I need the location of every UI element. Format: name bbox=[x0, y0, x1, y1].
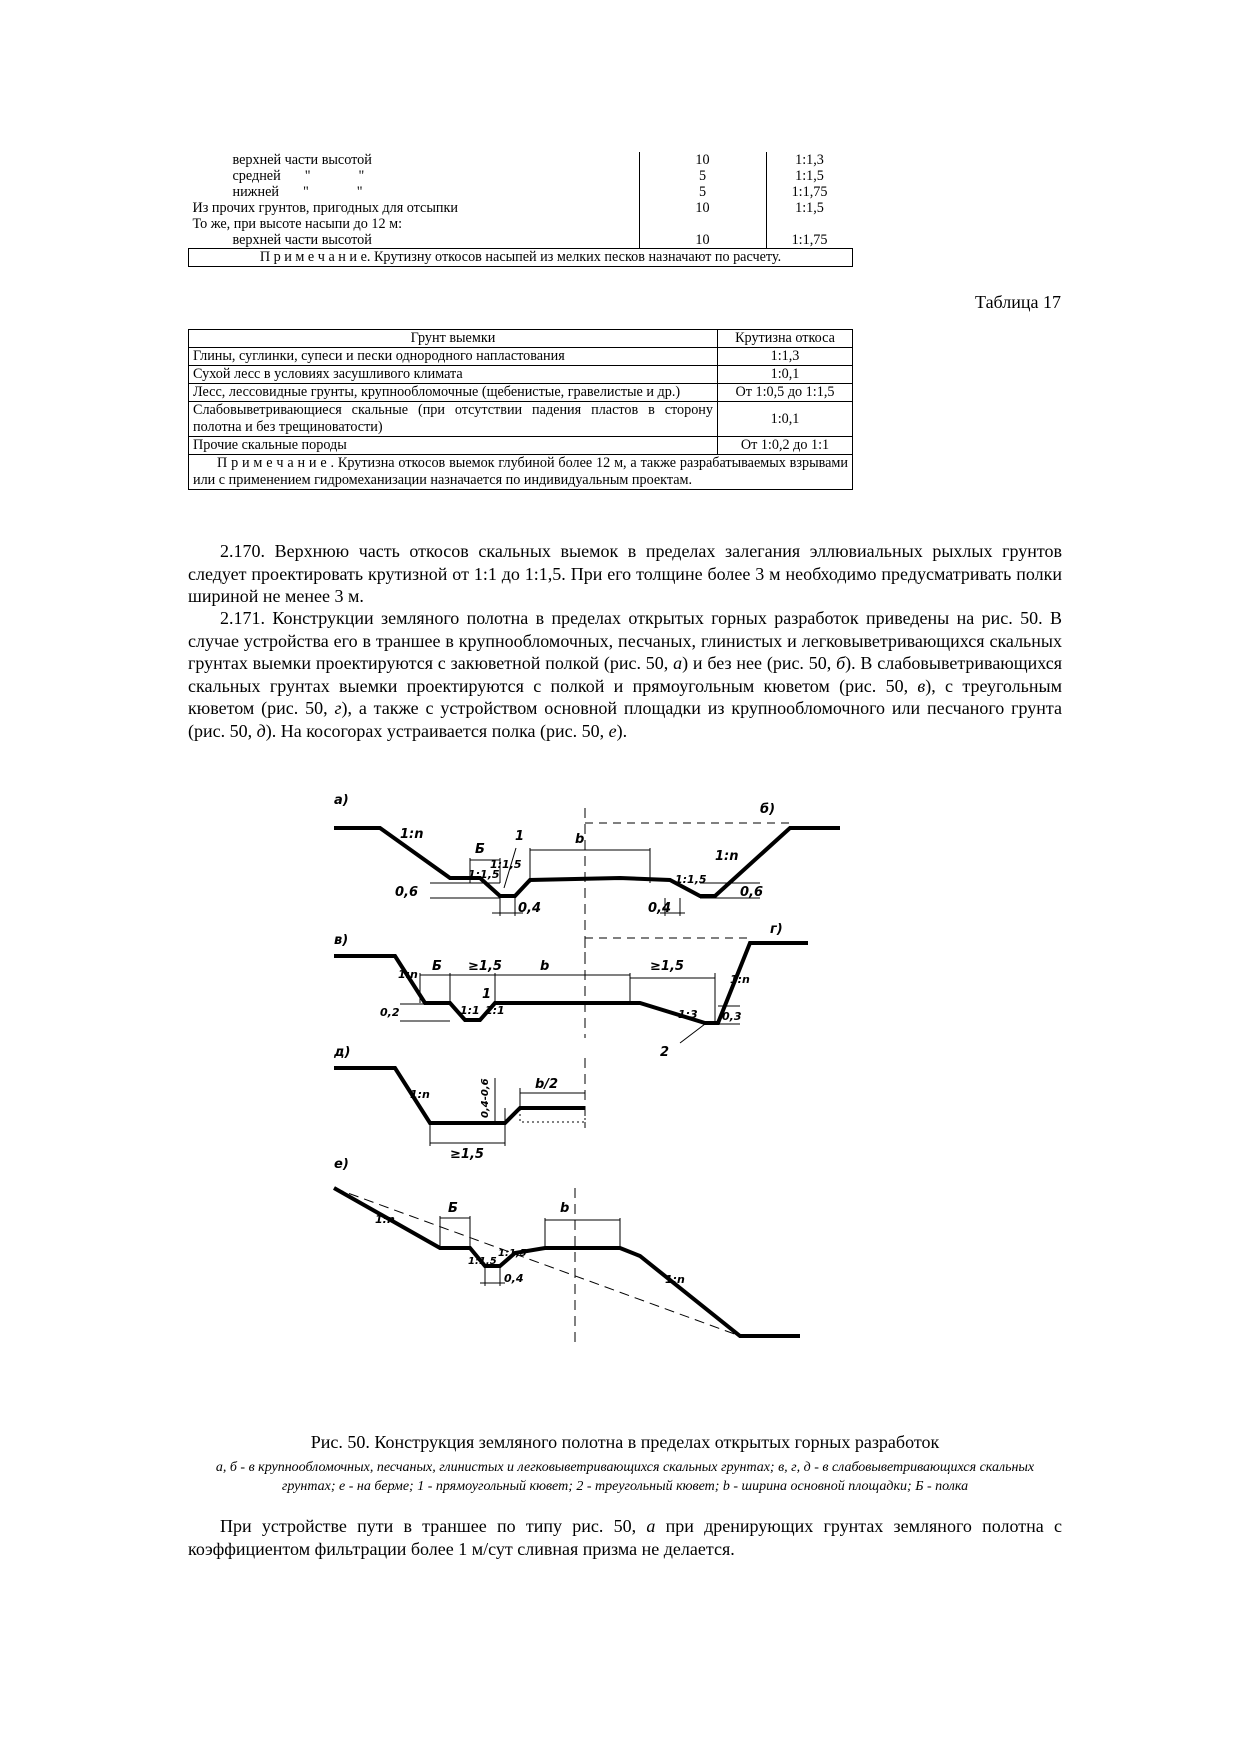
svg-text:1:n: 1:n bbox=[375, 1213, 395, 1226]
label-a: а) bbox=[334, 793, 349, 808]
svg-text:≥1,5: ≥1,5 bbox=[468, 959, 502, 974]
svg-text:1:n: 1:n bbox=[715, 849, 739, 864]
height-cell: 10 bbox=[639, 152, 766, 168]
height-cell: 5 bbox=[639, 184, 766, 200]
svg-text:0,4-0,6: 0,4-0,6 bbox=[480, 1078, 491, 1118]
soil-cell: Сухой лесс в условиях засушливого климата bbox=[189, 366, 718, 384]
svg-text:b: b bbox=[575, 832, 585, 847]
svg-text:2: 2 bbox=[660, 1045, 670, 1060]
slope-cell: 1:1,3 bbox=[795, 152, 824, 168]
ditto-mark: " bbox=[302, 184, 309, 200]
ditto-mark: " bbox=[304, 168, 311, 184]
svg-text:1:n: 1:n bbox=[730, 973, 750, 986]
soil-cell: верхней части высотой bbox=[189, 232, 640, 249]
height-cell bbox=[639, 216, 766, 232]
panel-v-g bbox=[334, 922, 808, 1060]
svg-text:0,4: 0,4 bbox=[648, 901, 672, 916]
table-17 bbox=[188, 329, 853, 490]
svg-text:1:1,5: 1:1,5 bbox=[468, 1256, 497, 1267]
svg-text:≥1,5: ≥1,5 bbox=[450, 1147, 484, 1162]
svg-text:0,6: 0,6 bbox=[740, 885, 764, 900]
svg-text:0,3: 0,3 bbox=[722, 1010, 742, 1023]
slope-cell bbox=[766, 216, 853, 232]
paragraph-final: При устройстве пути в траншее по типу рис. 50, а при дренирующих грунтах земляного полотна с коэффициентом фильтрации более 1 м/сут сливная призма не делается. bbox=[188, 1516, 1062, 1559]
table-header-row bbox=[189, 330, 853, 348]
table-note-row bbox=[189, 249, 853, 267]
svg-text:0,6: 0,6 bbox=[395, 885, 419, 900]
svg-text:1:n: 1:n bbox=[665, 1273, 685, 1286]
table-row bbox=[189, 152, 853, 168]
svg-text:1:1,5: 1:1,5 bbox=[498, 1248, 527, 1259]
table-row bbox=[189, 384, 853, 402]
panel-d bbox=[333, 1045, 585, 1162]
soil-cell: Из прочих грунтов, пригодных для отсыпки bbox=[189, 200, 640, 216]
paragraph-2-171: 2.171. Конструкции земляного полотна в пределах открытых горных разработок приведены на рис. 50. В случае устройства его в траншее в крупнообломочных, песчаных, глинистых и легковыветривающихся скальных грунтах выемки проектируются с закюветной полкой (рис. 50, а) и без нее (рис. 50, б). В слабовыветривающихся скальных грунтах выемки проектируются с полкой и прямоугольным кюветом (рис. 50, в), с треугольным кюветом (рис. 50, г), а также с устройством основной площадки из крупнообломочного или песчаного грунта (рис. 50, д). На косогорах устраивается полка (рис. 50, е). bbox=[188, 608, 1062, 741]
svg-text:Б: Б bbox=[475, 842, 485, 857]
table-row bbox=[189, 200, 853, 216]
svg-text:1:n: 1:n bbox=[410, 1088, 430, 1101]
svg-text:1:n: 1:n bbox=[398, 968, 418, 981]
ditto-mark: " bbox=[358, 168, 365, 184]
label-v: в) bbox=[334, 933, 349, 948]
slope-cell: 1:1,5 bbox=[795, 168, 824, 184]
svg-text:b: b bbox=[560, 1201, 570, 1216]
svg-text:1:1: 1:1 bbox=[485, 1004, 505, 1017]
label-e: е) bbox=[334, 1157, 349, 1172]
svg-text:1: 1 bbox=[482, 987, 492, 1002]
table-row bbox=[189, 402, 853, 437]
table-row bbox=[189, 232, 853, 249]
slope-cell: 1:0,1 bbox=[718, 366, 853, 384]
table-row bbox=[189, 366, 853, 384]
table-note: П р и м е ч а н и е . Крутизна откосов выемок глубиной более 12 м, а также разрабатываемых взрывами или с применением гидромеханизации назначается по индивидуальным проектам. bbox=[189, 455, 853, 490]
column-header-slope: Крутизна откоса bbox=[718, 330, 853, 348]
figure-legend: а, б - в крупнообломочных, песчаных, глинистых и легковыветривающихся скальных грунтах; в, г, д - в слабовыветривающихся скальных грунтах; е - на берме; 1 - прямоугольный кювет; 2 - треугольный кювет; b - ширина основной площадки; Б - полка bbox=[215, 1460, 1035, 1494]
svg-text:1:n: 1:n bbox=[400, 827, 424, 842]
svg-text:b/2: b/2 bbox=[535, 1077, 559, 1092]
svg-text:b: b bbox=[540, 959, 550, 974]
soil-cell: верхней части высотой bbox=[189, 152, 640, 168]
table-caption: Таблица 17 bbox=[975, 292, 1061, 312]
label-g: г) bbox=[770, 922, 783, 937]
slope-cell: От 1:0,5 до 1:1,5 bbox=[718, 384, 853, 402]
paragraph-2-170: 2.170. Верхнюю часть откосов скальных выемок в пределах залегания эллювиальных рыхлых грунтов следует проектировать крутизной от 1:1 до 1:1,5. При его толщине более 3 м необходимо предусматривать полки шириной не менее 3 м. bbox=[188, 541, 1062, 607]
ditto-mark: " bbox=[356, 184, 363, 200]
svg-text:0,4: 0,4 bbox=[504, 1272, 524, 1285]
slope-cell: 1:0,1 bbox=[718, 402, 853, 437]
height-cell: 10 bbox=[639, 232, 766, 249]
svg-text:≥1,5: ≥1,5 bbox=[650, 959, 684, 974]
svg-text:0,4: 0,4 bbox=[518, 901, 542, 916]
svg-text:1:1,5: 1:1,5 bbox=[468, 868, 500, 881]
svg-text:Б: Б bbox=[432, 959, 442, 974]
svg-text:0,2: 0,2 bbox=[380, 1006, 400, 1019]
svg-text:1: 1 bbox=[515, 829, 525, 844]
svg-text:1:1,5: 1:1,5 bbox=[675, 873, 707, 886]
table-note: П р и м е ч а н и е. Крутизну откосов насыпей из мелких песков назначают по расчету. bbox=[189, 249, 853, 267]
table-row bbox=[189, 168, 853, 184]
slope-cell: 1:1,75 bbox=[791, 184, 828, 200]
figure-50-roadbed-drawing bbox=[320, 788, 920, 1408]
figure-title: Рис. 50. Конструкция земляного полотна в пределах открытых горных разработок bbox=[310, 1432, 940, 1452]
table-row bbox=[189, 348, 853, 366]
soil-cell: То же, при высоте насыпи до 12 м: bbox=[189, 216, 640, 232]
soil-cell: Глины, суглинки, супеси и пески однородного напластования bbox=[189, 348, 718, 366]
soil-cell: Прочие скальные породы bbox=[189, 437, 718, 455]
svg-text:Б: Б bbox=[448, 1201, 458, 1216]
svg-text:1:3: 1:3 bbox=[678, 1008, 698, 1021]
soil-cell: нижней " " bbox=[189, 184, 640, 200]
table-row bbox=[189, 184, 853, 200]
soil-cell: Лесс, лессовидные грунты, крупнообломочные (щебенистые, гравелистые и др.) bbox=[189, 384, 718, 402]
soil-cell: Слабовыветривающиеся скальные (при отсутствии падения пластов в сторону полотна и без трещиноватости) bbox=[189, 402, 718, 437]
svg-text:1:1,5: 1:1,5 bbox=[490, 858, 522, 871]
panel-e bbox=[334, 1157, 800, 1348]
table-note-row bbox=[189, 455, 853, 490]
height-cell: 5 bbox=[639, 168, 766, 184]
height-cell: 10 bbox=[639, 200, 766, 216]
table-row bbox=[189, 437, 853, 455]
slope-cell: 1:1,5 bbox=[795, 200, 824, 216]
svg-text:1:1: 1:1 bbox=[460, 1004, 480, 1017]
table-16-continuation bbox=[188, 152, 853, 267]
slope-cell: 1:1,75 bbox=[791, 232, 828, 248]
label-b: б) bbox=[760, 802, 776, 817]
slope-cell: От 1:0,2 до 1:1 bbox=[718, 437, 853, 455]
column-header-soil: Грунт выемки bbox=[189, 330, 718, 348]
table-row bbox=[189, 216, 853, 232]
soil-cell: средней " " bbox=[189, 168, 640, 184]
slope-cell: 1:1,3 bbox=[718, 348, 853, 366]
label-d: д) bbox=[334, 1045, 351, 1060]
